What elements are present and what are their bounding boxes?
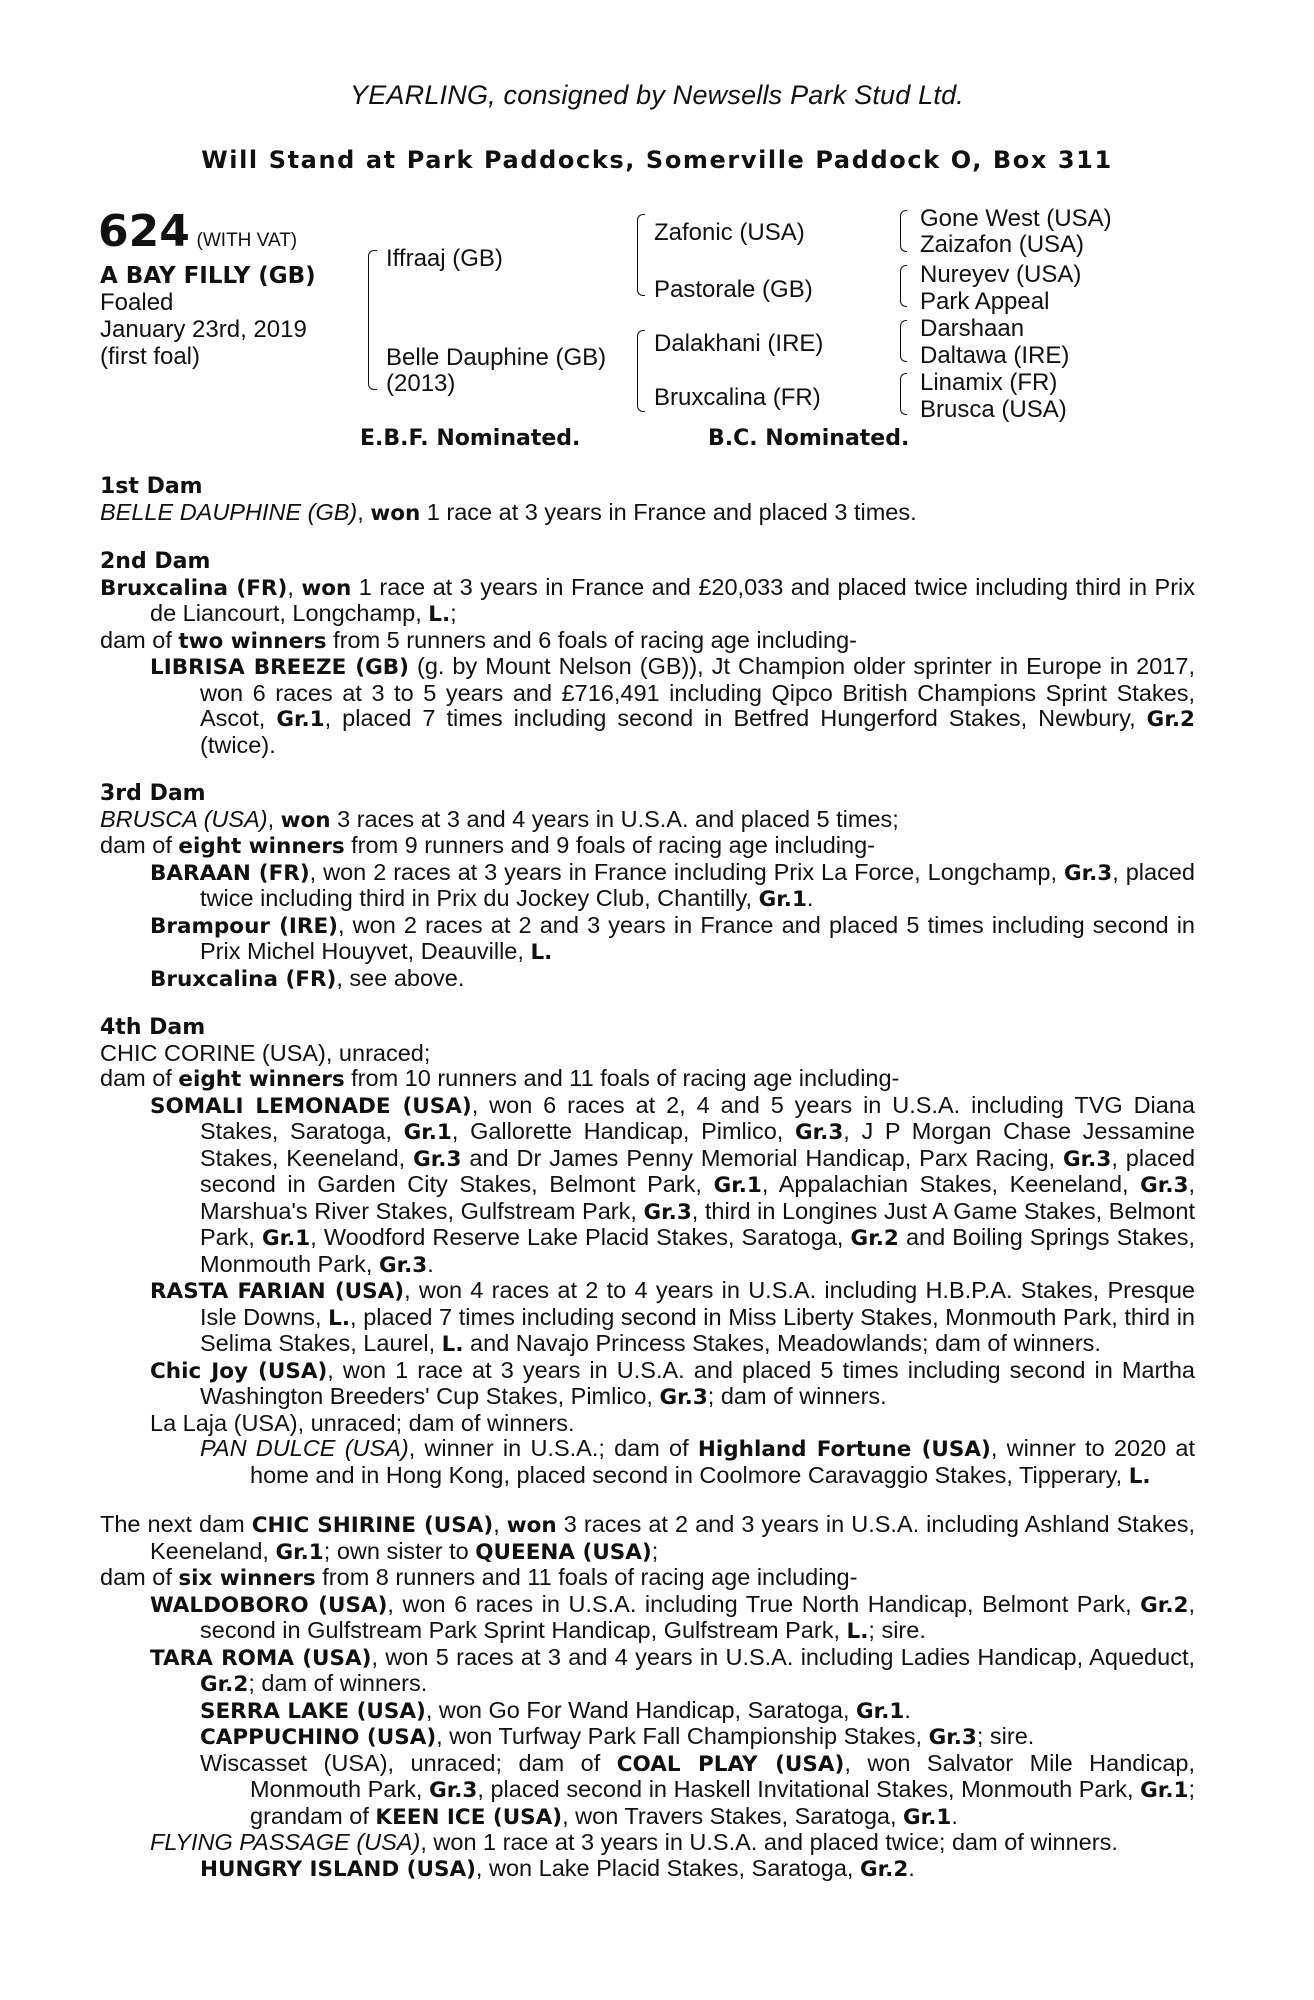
stand-location: Will Stand at Park Paddocks, Somerville Paddock O, Box 311 bbox=[201, 146, 1113, 174]
text-run: , Gallorette Handicap, Pimlico, bbox=[451, 1118, 795, 1144]
bold-text: Gr.2 bbox=[1146, 707, 1195, 732]
bold-text: SOMALI LEMONADE (USA) bbox=[150, 1093, 472, 1119]
family-entry bbox=[100, 575, 1195, 628]
bold-text: won bbox=[506, 1513, 557, 1538]
text-run: La Laja (USA), unraced; dam of winners. bbox=[150, 1409, 575, 1436]
text-run: , bbox=[493, 1511, 507, 1537]
brace-gen3-4 bbox=[900, 373, 907, 415]
bold-text: Gr.1 bbox=[713, 1173, 762, 1198]
brace-gen3-1 bbox=[900, 210, 907, 252]
dam-section bbox=[100, 474, 1195, 526]
sss: Gone West (USA) bbox=[920, 205, 1112, 232]
text-run: ; dam of winners. bbox=[707, 1383, 887, 1409]
bold-text: Gr.2 bbox=[850, 1226, 899, 1251]
family-entry bbox=[100, 1512, 1195, 1565]
bold-text: CAPPUCHINO (USA) bbox=[200, 1725, 437, 1750]
text-run: CHIC CORINE (USA), unraced; bbox=[100, 1039, 431, 1066]
foaled-date: January 23rd, 2019 bbox=[100, 316, 307, 343]
family-entry bbox=[100, 1041, 1195, 1067]
bold-text: Gr.3 bbox=[659, 1385, 708, 1410]
text-run: from 10 runners and 11 foals of racing age including- bbox=[344, 1065, 900, 1091]
family-entry bbox=[100, 1066, 1195, 1093]
bold-text: QUEENA (USA) bbox=[475, 1539, 652, 1565]
brace-gen1 bbox=[368, 250, 377, 390]
text-run: , bbox=[287, 573, 302, 600]
brace-gen3-3 bbox=[900, 320, 907, 362]
family-entry bbox=[100, 1358, 1195, 1411]
bold-text: Highland Fortune (USA) bbox=[697, 1437, 991, 1462]
text-run: 1 race at 3 years in France and placed 3 times. bbox=[420, 498, 917, 525]
text-run: , won 1 race at 3 years in U.S.A. and placed twice; dam of winners. bbox=[420, 1829, 1118, 1855]
text-run: dam of bbox=[100, 626, 179, 653]
text-run: ; sire. bbox=[976, 1723, 1035, 1749]
text-run: 3 races at 3 and 4 years in U.S.A. and placed 5 times; bbox=[330, 805, 899, 832]
bold-text: eight winners bbox=[178, 1067, 345, 1092]
text-run: , placed twice including third in Prix du Jockey Club, Chantilly, bbox=[200, 858, 1195, 911]
bold-text: L. bbox=[428, 602, 451, 627]
text-run: , placed second in Haskell Invitational Stakes, Monmouth Park, bbox=[477, 1776, 1141, 1802]
text-run: , Appalachian Stakes, Keeneland, bbox=[761, 1171, 1141, 1197]
text-run: , second in Gulfstream Park Sprint Handicap, Gulfstream Park, bbox=[200, 1590, 1195, 1643]
dsd: Daltawa (IRE) bbox=[920, 342, 1070, 369]
bold-text: won bbox=[280, 807, 331, 833]
bold-text: SERRA LAKE (USA) bbox=[200, 1698, 426, 1724]
text-run: , won 1 race at 3 years in U.S.A. and placed 5 times including second in Martha Washington Breeders' Cup Stakes, Pimlico, bbox=[200, 1356, 1195, 1409]
text-run: , won Turfway Park Fall Championship Stakes, bbox=[436, 1723, 929, 1749]
family-entry bbox=[100, 1592, 1195, 1645]
lot-number-line bbox=[98, 208, 297, 256]
consignment-heading: YEARLING, consigned by Newsells Park Stud Ltd. bbox=[350, 80, 964, 110]
text-run: , placed 7 times including second in Betfred Hungerford Stakes, Newbury, bbox=[324, 705, 1147, 731]
family-details bbox=[100, 474, 1195, 1905]
bold-text: Gr.3 bbox=[1063, 860, 1113, 886]
family-entry bbox=[100, 1436, 1195, 1489]
family-entry bbox=[100, 1830, 1195, 1856]
text-run: , won 6 races at 2, 4 and 5 years in U.S.A. including TVG Diana Stakes, Saratoga, bbox=[200, 1091, 1195, 1144]
text-run: from 9 runners and 9 foals of racing age including- bbox=[344, 832, 875, 858]
bold-text: Gr.3 bbox=[378, 1252, 428, 1278]
bold-text: Chic Joy (USA) bbox=[150, 1358, 328, 1384]
text-run: , won 2 races at 2 and 3 years in France and placed 5 times including second in Prix Michel Houyvet, Deauville, bbox=[200, 911, 1196, 964]
text-run: . bbox=[908, 1854, 915, 1881]
italic-text: PAN DULCE (USA) bbox=[200, 1435, 409, 1461]
text-run: , won Go For Wand Handicap, Saratoga, bbox=[425, 1696, 857, 1723]
family-entry bbox=[100, 833, 1195, 860]
bold-text: Gr.3 bbox=[1063, 1146, 1112, 1172]
bc-nominated: B.C. Nominated. bbox=[708, 426, 910, 451]
bold-text: L. bbox=[441, 1332, 464, 1357]
dam-section bbox=[100, 781, 1195, 992]
bold-text: Gr.3 bbox=[413, 1146, 462, 1172]
text-run: The next dam bbox=[100, 1511, 252, 1537]
text-run: Wiscasset (USA), unraced; dam of bbox=[200, 1749, 617, 1776]
text-run: 1 race at 3 years in France and £20,033 and placed twice including third in Prix de Liancourt, Longchamp, bbox=[150, 573, 1196, 626]
bold-text: won bbox=[370, 500, 421, 526]
sdd: Park Appeal bbox=[920, 288, 1050, 315]
family-entry bbox=[100, 1724, 1195, 1751]
family-entry bbox=[100, 654, 1195, 758]
bold-text: Gr.1 bbox=[403, 1120, 452, 1145]
text-run: ; bbox=[450, 600, 457, 626]
text-run: ; sire. bbox=[868, 1617, 926, 1643]
dam-year: (2013) bbox=[386, 370, 456, 397]
text-run: ; own sister to bbox=[323, 1537, 476, 1564]
family-entry bbox=[100, 860, 1195, 913]
sds: Nureyev (USA) bbox=[920, 261, 1082, 288]
bold-text: won bbox=[301, 575, 352, 601]
bold-text: Brampour (IRE) bbox=[150, 913, 338, 939]
family-entry bbox=[100, 807, 1195, 834]
bold-text: Gr.3 bbox=[429, 1778, 478, 1803]
bold-text: Gr.1 bbox=[261, 1226, 311, 1251]
foaled-label: Foaled bbox=[100, 289, 174, 316]
bold-text: eight winners bbox=[178, 834, 345, 859]
text-run: dam of bbox=[100, 832, 179, 858]
text-run: ; grandam of bbox=[250, 1776, 1195, 1829]
bold-text: LIBRISA BREEZE (GB) bbox=[150, 655, 409, 680]
bold-text: six winners bbox=[178, 1566, 316, 1591]
text-run: , won Lake Placid Stakes, Saratoga, bbox=[475, 1854, 860, 1881]
text-run: and Dr James Penny Memorial Handicap, Parx Racing, bbox=[461, 1144, 1063, 1171]
dam-dam: Bruxcalina (FR) bbox=[654, 384, 821, 411]
text-run: dam of bbox=[100, 1564, 179, 1590]
brace-gen3-2 bbox=[900, 265, 907, 307]
bold-text: Gr.3 bbox=[794, 1120, 844, 1145]
text-run: from 8 runners and 11 foals of racing age including- bbox=[315, 1564, 858, 1590]
bold-text: Gr.1 bbox=[758, 887, 807, 912]
text-run: and Navajo Princess Stakes, Meadowlands; dam of winners. bbox=[463, 1330, 1101, 1356]
family-entry bbox=[100, 1856, 1195, 1883]
text-run: . bbox=[951, 1802, 958, 1829]
italic-text: BRUSCA (USA) bbox=[100, 805, 268, 832]
text-run: , won 5 races at 3 and 4 years in U.S.A. including Ladies Handicap, Aqueduct, bbox=[371, 1643, 1196, 1670]
bold-text: Gr.2 bbox=[200, 1672, 249, 1697]
family-entry bbox=[100, 1645, 1195, 1698]
text-run: , won 4 races at 2 to 4 years in U.S.A. including H.B.P.A. Stakes, Presque Isle Downs, bbox=[200, 1277, 1195, 1330]
text-run: from 5 runners and 6 foals of racing age including- bbox=[326, 626, 857, 653]
text-run: , won Salvator Mile Handicap, Monmouth Park, bbox=[250, 1749, 1196, 1802]
sire-sire: Zafonic (USA) bbox=[654, 219, 805, 246]
bold-text: Gr.3 bbox=[643, 1199, 692, 1225]
bold-text: TARA ROMA (USA) bbox=[150, 1645, 372, 1671]
bold-text: Gr.1 bbox=[276, 707, 325, 732]
bold-text: CHIC SHIRINE (USA) bbox=[251, 1513, 494, 1538]
text-run: dam of bbox=[100, 1065, 179, 1091]
text-run: , winner to 2020 at home and in Hong Kong, placed second in Coolmore Caravaggio Stakes, Tipperary, bbox=[250, 1435, 1196, 1488]
text-run: ; bbox=[651, 1537, 659, 1564]
section-title: 2nd Dam bbox=[100, 549, 211, 574]
bold-text: Gr.3 bbox=[1140, 1173, 1189, 1198]
family-entry bbox=[100, 500, 1195, 527]
text-run: 3 races at 2 and 3 years in U.S.A. including Ashland Stakes, Keeneland, bbox=[150, 1511, 1196, 1564]
bold-text: L. bbox=[846, 1619, 869, 1644]
dam-section bbox=[100, 1015, 1195, 1489]
section-title: 3rd Dam bbox=[100, 781, 206, 806]
text-run: . bbox=[427, 1250, 434, 1277]
bold-text: WALDOBORO (USA) bbox=[150, 1592, 388, 1618]
lot-number: 624 bbox=[98, 206, 190, 257]
text-run: ; dam of winners. bbox=[248, 1670, 428, 1696]
dds: Linamix (FR) bbox=[920, 369, 1058, 396]
text-run: , bbox=[357, 498, 371, 525]
family-entry bbox=[100, 1411, 1195, 1437]
bold-text: Gr.2 bbox=[859, 1856, 909, 1882]
lot-name: A BAY FILLY (GB) bbox=[100, 263, 316, 289]
family-entry bbox=[100, 1698, 1195, 1725]
ebf-nominated: E.B.F. Nominated. bbox=[360, 426, 581, 451]
dam-section bbox=[100, 549, 1195, 758]
section-title: 4th Dam bbox=[100, 1015, 206, 1040]
text-run: , won 2 races at 3 years in France including Prix La Force, Longchamp, bbox=[309, 858, 1064, 885]
family-entry bbox=[100, 913, 1195, 966]
bold-text: two winners bbox=[178, 628, 327, 654]
section-title: 1st Dam bbox=[100, 474, 203, 499]
text-run: (g. by Mount Nelson (GB)), Jt Champion older sprinter in Europe in 2017, won 6 races at 3 to 5 years and £716,491 including Qipco British Champions Sprint Stakes, Ascot, bbox=[200, 653, 1195, 731]
text-run: , Marshua's River Stakes, Gulfstream Park, bbox=[200, 1171, 1195, 1224]
italic-text: FLYING PASSAGE (USA) bbox=[150, 1829, 421, 1855]
italic-text: BELLE DAUPHINE (GB) bbox=[100, 498, 358, 525]
bold-text: Gr.1 bbox=[903, 1804, 952, 1830]
bold-text: RASTA FARIAN (USA) bbox=[150, 1279, 405, 1304]
text-run: . bbox=[806, 885, 814, 911]
text-run: , J P Morgan Chase Jessamine Stakes, Keeneland, bbox=[200, 1118, 1196, 1171]
text-run: , winner in U.S.A.; dam of bbox=[408, 1435, 698, 1461]
family-entry bbox=[100, 1093, 1195, 1279]
bold-text: Gr.1 bbox=[1140, 1778, 1189, 1803]
bold-text: Gr.1 bbox=[856, 1698, 905, 1724]
text-run: and Boiling Springs Stakes, Monmouth Park, bbox=[200, 1224, 1195, 1277]
bold-text: L. bbox=[328, 1305, 351, 1331]
dam-sire: Dalakhani (IRE) bbox=[654, 330, 824, 357]
family-entry bbox=[100, 628, 1195, 655]
family-entry bbox=[100, 1565, 1195, 1592]
bold-text: L. bbox=[530, 940, 553, 965]
text-run: , see above. bbox=[336, 964, 465, 991]
bold-text: COAL PLAY (USA) bbox=[616, 1751, 845, 1777]
ssd: Zaizafon (USA) bbox=[920, 231, 1085, 258]
text-run: , placed second in Garden City Stakes, Belmont Park, bbox=[200, 1144, 1196, 1197]
text-run: (twice). bbox=[200, 731, 276, 758]
bold-text: Bruxcalina (FR) bbox=[100, 575, 288, 601]
text-run: . bbox=[904, 1696, 911, 1723]
brace-dam-line bbox=[637, 330, 645, 412]
bold-text: HUNGRY ISLAND (USA) bbox=[200, 1856, 476, 1882]
first-foal-note: (first foal) bbox=[100, 343, 201, 370]
bold-text: KEEN ICE (USA) bbox=[375, 1804, 563, 1830]
brace-sire-line bbox=[637, 214, 645, 296]
text-run: , won 6 races in U.S.A. including True North Handicap, Belmont Park, bbox=[387, 1590, 1141, 1617]
text-run: , third in Longines Just A Game Stakes, Belmont Park, bbox=[200, 1197, 1195, 1250]
family-entry bbox=[100, 966, 1195, 993]
text-run: , Woodford Reserve Lake Placid Stakes, Saratoga, bbox=[310, 1224, 851, 1250]
bold-text: Gr.1 bbox=[275, 1539, 324, 1565]
ddd: Brusca (USA) bbox=[920, 396, 1067, 423]
bold-text: BARAAN (FR) bbox=[150, 860, 310, 886]
text-run: , placed 7 times including second in Miss Liberty Stakes, Monmouth Park, third in Selima Stakes, Laurel, bbox=[200, 1303, 1195, 1356]
dam: Belle Dauphine (GB) bbox=[386, 344, 607, 371]
bold-text: Gr.2 bbox=[1140, 1592, 1189, 1618]
family-entry bbox=[100, 1751, 1195, 1831]
sire: Iffraaj (GB) bbox=[386, 245, 503, 272]
sire-dam: Pastorale (GB) bbox=[654, 276, 813, 303]
bold-text: Bruxcalina (FR) bbox=[150, 966, 337, 992]
bold-text: L. bbox=[1128, 1463, 1151, 1489]
vat-note: (WITH VAT) bbox=[196, 230, 298, 251]
dam-section bbox=[100, 1512, 1195, 1882]
text-run: , won Travers Stakes, Saratoga, bbox=[562, 1802, 904, 1829]
bold-text: Gr.3 bbox=[928, 1725, 977, 1750]
family-entry bbox=[100, 1278, 1195, 1358]
dss: Darshaan bbox=[920, 315, 1025, 342]
text-run: , bbox=[267, 805, 281, 832]
